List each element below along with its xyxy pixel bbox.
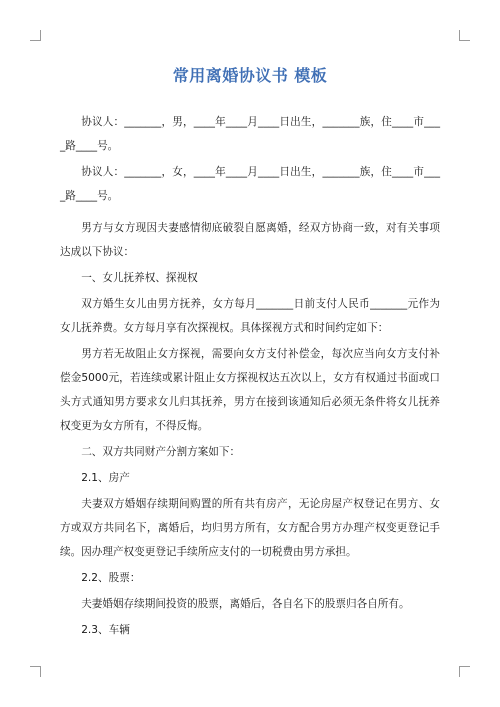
subsection-heading-stocks: 2.2、股票： <box>81 572 141 584</box>
crop-mark-bottom-left <box>30 666 41 677</box>
intro-paragraph: 男方与女方现因夫妻感情彻底破裂自愿离婚，经双方协商一致，对有关事项达成以下协议： <box>60 222 440 258</box>
crop-mark-top-left <box>30 30 41 41</box>
subsection-heading-vehicles: 2.3、车辆 <box>81 624 130 636</box>
stocks-paragraph: 夫妻婚姻存续期间投资的股票，离婚后，各自名下的股票归各自所有。 <box>81 598 410 610</box>
document-body <box>60 110 440 644</box>
section-heading-property: 二、双方共同财产分割方案如下： <box>81 446 241 458</box>
visitation-paragraph: 男方若无故阻止女方探视，需要向女方支付补偿金，每次应当向女方支付补偿金5000元，若连续或累计阻止女方探视权达五次以上，女方有权通过书面或口头方式通知男方要求女儿归其抚养，男方在接到该通知后必须无条件将女儿抚养权变更为女方所有，不得反悔。 <box>60 348 440 432</box>
party-female-paragraph: 协议人：_______，女，____年____月____日出生，_______族，住____市____路____号。 <box>60 166 440 202</box>
crop-mark-bottom-right <box>459 666 470 677</box>
party-male-paragraph: 协议人：_______，男，____年____月____日出生，_______族，住____市____路____号。 <box>60 116 440 152</box>
section-heading-custody: 一、女儿抚养权、探视权 <box>81 272 198 284</box>
subsection-heading-house: 2.1、房产 <box>81 472 130 484</box>
crop-mark-top-right <box>459 30 470 41</box>
document-title: 常用离婚协议书 模板 <box>172 66 328 85</box>
custody-paragraph: 双方婚生女儿由男方抚养，女方每月_______日前支付人民币_______元作为女儿抚养费。女方每月享有次探视权。具体探视方式和时间约定如下： <box>60 298 440 334</box>
house-paragraph: 夫妻双方婚姻存续期间购置的所有共有房产，无论房屋产权登记在男方、女方或双方共同名下，离婚后，均归男方所有，女方配合男方办理产权变更登记手续。因办理产权变更登记手续所应支付的一切税费由男方承担。 <box>60 498 440 558</box>
